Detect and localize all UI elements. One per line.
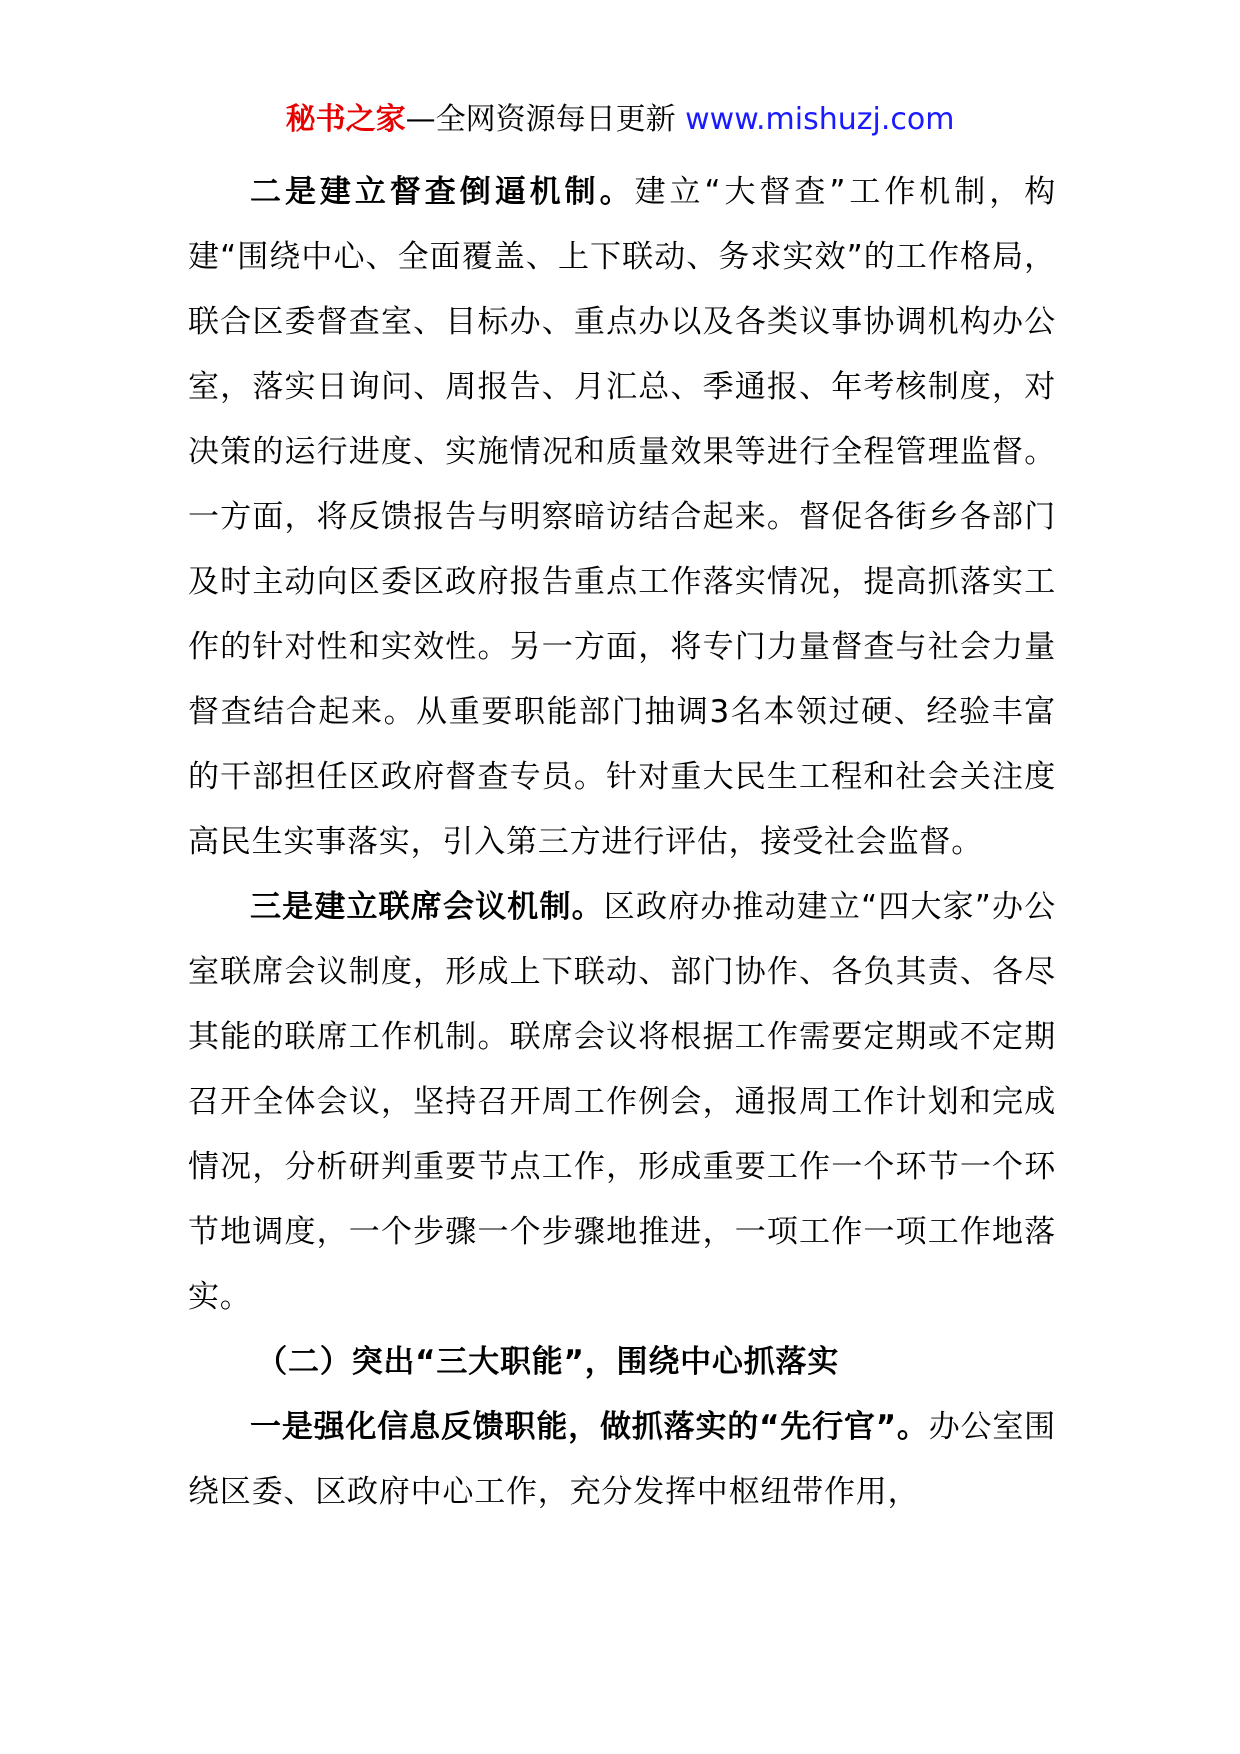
section-heading: （二）突出“三大职能”，围绕中心抓落实 xyxy=(256,1344,840,1380)
document-body xyxy=(188,160,1056,1525)
site-brand: 秘书之家 xyxy=(285,102,406,137)
paragraph-text: 区政府办推动建立“四大家”办公室联席会议制度，形成上下联动、部门协作、各负其责、各尽其能的联席工作机制。联席会议将根据工作需要定期或不定期召开全体会议，坚持召开周工作例会，通报周工作计划和完成情况，分析研判重要节点工作，形成重要工作一个环节一个环节地调度，一个步骤一个步骤地推进，一项工作一项工作地落实。 xyxy=(188,889,1056,1315)
site-url[interactable]: www.mishuzj.com xyxy=(685,102,955,137)
paragraph xyxy=(188,1395,1056,1525)
paragraph-lead: 一是强化信息反馈职能，做抓落实的“先行官”。 xyxy=(250,1409,929,1445)
paragraph-text: 建立“大督查”工作机制，构建“围绕中心、全面覆盖、上下联动、务求实效”的工作格局，联合区委督查室、目标办、重点办以及各类议事协调机构办公室，落实日询问、周报告、月汇总、季通报、年考核制度，对决策的运行进度、实施情况和质量效果等进行全程管理监督。一方面，将反馈报告与明察暗访结合起来。督促各街乡各部门及时主动向区委区政府报告重点工作落实情况，提高抓落实工作的针对性和实效性。另一方面，将专门力量督查与社会力量督查结合起来。从重要职能部门抽调3名本领过硬、经验丰富的干部担任区政府督查专员。针对重大民生工程和社会关注度高民生实事落实，引入第三方进行评估，接受社会监督。 xyxy=(188,174,1056,860)
site-tagline: —全网资源每日更新 xyxy=(405,102,686,137)
paragraph-lead: 三是建立联席会议机制。 xyxy=(250,889,604,925)
site-header xyxy=(0,100,1240,140)
paragraph xyxy=(188,875,1056,1330)
paragraph-lead: 二是建立督查倒逼机制。 xyxy=(250,174,635,210)
paragraph xyxy=(188,160,1056,875)
paragraph-text: 办公室围绕区委、区政府中心工作，充分发挥中枢纽带作用， xyxy=(188,1409,1056,1510)
